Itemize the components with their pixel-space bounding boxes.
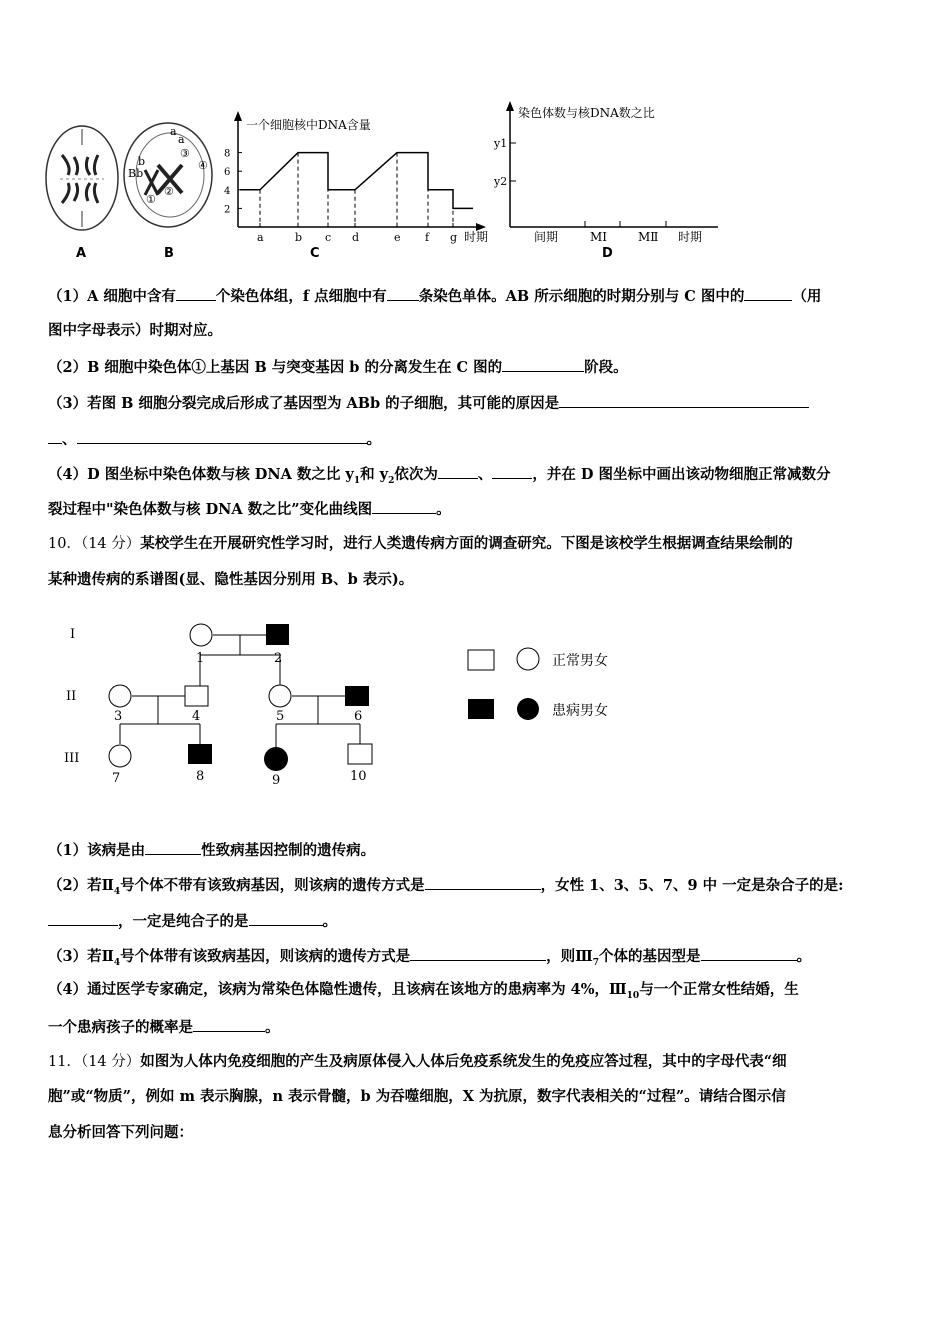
individual-4 — [185, 686, 208, 706]
generation-label-2: II — [66, 689, 77, 704]
chart-d-xtick-m1: MⅠ — [590, 230, 608, 244]
q10-part3: （3）若$Ⅱ_4$号个体带有该致病基因，则该病的遗传方式是 ，则$Ⅲ_7$个体的基因型是 。 — [48, 944, 908, 974]
q10-part1: （1）该病是由 性致病基因控制的遗传病。 — [48, 838, 908, 862]
chrom-num-4: ④ — [198, 159, 208, 172]
chart-c-ytick-8: 8 — [224, 148, 231, 160]
gene-label-a2: a — [178, 133, 185, 146]
chart-c-xlabel: 时期 — [464, 230, 489, 244]
chart-c-ytick-2: 2 — [224, 204, 231, 216]
id-label-4: 4 — [192, 709, 201, 724]
chart-d — [493, 101, 718, 244]
q11-stem-line3: 息分析回答下列问题： — [48, 1124, 193, 1141]
individual-2 — [266, 624, 289, 645]
chart-d-xtick-interphase: 间期 — [534, 230, 559, 244]
q11-stem-line2: 胞”或“物质”，例如 m 表示胸腺，n 表示骨髓，b 为吞噬细胞，X 为抗原，数字代表相关的“过程”。请结合图示信 — [48, 1088, 786, 1105]
chart-c-ytick-4: 4 — [224, 185, 231, 197]
individual-8 — [188, 744, 212, 764]
generation-label-1: I — [70, 627, 76, 642]
gene-label-a1: a — [170, 125, 177, 138]
q10-part2-line1: （2）若$Ⅱ_4$号个体不带有该致病基因，则该病的遗传方式是 ，女性 1、3、5、7、9 中 一定是杂合子的是: — [48, 873, 908, 903]
chart-c-xtick-c: c — [325, 231, 332, 244]
individual-7 — [109, 745, 131, 767]
cell-a-drawing — [46, 126, 118, 230]
figure-label-a: A — [76, 246, 87, 261]
id-label-9: 9 — [272, 773, 281, 788]
gene-label-bb: Bb — [128, 167, 144, 180]
q10-part4-line2: 一个患病孩子的概率是 。 — [48, 1015, 908, 1039]
chrom-num-1: ① — [146, 193, 156, 206]
id-label-8: 8 — [196, 769, 205, 784]
q9-part1-line1: （1）A 细胞中含有 个染色体组，f 点细胞中有 条染色单体。AB 所示细胞的时期分别与 C 图中的 （用 — [48, 284, 908, 308]
id-label-10: 10 — [350, 769, 367, 784]
cell-diagrams — [40, 95, 720, 265]
legend-normal-text: 正常男女 — [552, 653, 608, 669]
chart-c-xtick-g: g — [450, 231, 458, 244]
chart-d-title: 染色体数与核DNA数之比 — [518, 106, 655, 120]
id-label-6: 6 — [354, 709, 363, 724]
chart-c — [224, 111, 488, 244]
figure-label-b: B — [164, 246, 174, 261]
q11-stem-line1: 11．（14 分）如图为人体内免疫细胞的产生及病原体侵入人体后免疫系统发生的免疫应答过程，其中的字母代表“细 — [48, 1053, 787, 1070]
pedigree-figure — [50, 610, 650, 790]
chart-c-xtick-a: a — [257, 231, 264, 244]
chart-c-dna-line — [240, 153, 473, 209]
pedigree-chart — [50, 610, 650, 790]
chart-c-xtick-b: b — [295, 231, 303, 244]
chrom-num-3: ③ — [180, 147, 190, 160]
q10-part2-line2: ，一定是纯合子的是 。 — [48, 909, 908, 933]
id-label-5: 5 — [276, 709, 285, 724]
id-label-2: 2 — [274, 651, 283, 666]
cell-b-drawing — [124, 123, 212, 227]
gene-label-b2: b — [138, 155, 146, 168]
q10-stem-line2: 某种遗传病的系谱图(显、隐性基因分别用 B、b 表示)。 — [48, 571, 414, 588]
individual-5 — [269, 685, 291, 707]
id-label-7: 7 — [112, 771, 121, 786]
chart-c-xtick-d: d — [352, 231, 360, 244]
individual-9 — [264, 747, 288, 771]
chart-d-ytick-y2: y2 — [494, 175, 508, 188]
q9-part4-line1: （4）D 图坐标中染色体数与核 DNA 数之比 $y_1$和 $y_2$依次为 、 ，并在 D 图坐标中画出该动物细胞正常减数分 — [48, 462, 908, 492]
chart-c-ytick-6: 6 — [224, 167, 231, 179]
q9-part3-line2: 、 。 — [48, 427, 908, 451]
q9-part4-line2: 裂过程中"染色体数与核 DNA 数之比”变化曲线图 。 — [48, 497, 908, 521]
chart-d-xlabel: 时期 — [678, 230, 703, 244]
q9-part3-line1: （3）若图 B 细胞分裂完成后形成了基因型为 ABb 的子细胞，其可能的原因是 — [48, 391, 908, 415]
top-figure — [40, 95, 720, 265]
figure-label-c: C — [310, 246, 320, 261]
legend-affected-female — [517, 698, 539, 720]
legend-normal-female — [517, 648, 539, 670]
q9-part2: （2）B 细胞中染色体①上基因 B 与突变基因 b 的分离发生在 C 图的 阶段。 — [48, 355, 908, 379]
q10-part4-line1: （4）通过医学专家确定，该病为常染色体隐性遗传，且该病在该地方的患病率为 4%，$Ⅲ_{10}$与一个正常女性结婚，生 — [48, 981, 799, 1001]
id-label-3: 3 — [114, 709, 123, 724]
individual-1 — [190, 624, 212, 646]
q10-stem-line1: 10．（14 分）某校学生在开展研究性学习时，进行人类遗传病方面的调查研究。下图是该校学生根据调查结果绘制的 — [48, 535, 793, 552]
individual-3 — [109, 685, 131, 707]
id-label-1: 1 — [196, 651, 205, 666]
chart-c-title: 一个细胞核中DNA含量 — [246, 118, 371, 132]
chart-c-xtick-e: e — [394, 231, 401, 244]
legend-affected-male — [468, 699, 494, 719]
figure-label-d: D — [602, 246, 613, 261]
generation-label-3: III — [64, 751, 80, 766]
legend-affected-text: 患病男女 — [552, 703, 608, 719]
chart-d-xtick-m2: MⅡ — [638, 230, 659, 244]
individual-6 — [345, 686, 369, 706]
chart-c-xtick-f: f — [425, 231, 430, 244]
chart-d-ytick-y1: y1 — [494, 137, 508, 150]
individual-10 — [348, 744, 372, 764]
chrom-num-2: ② — [164, 185, 174, 198]
legend-normal-male — [468, 650, 494, 670]
q9-part1-line2: 图中字母表示）时期对应。 — [48, 322, 222, 339]
